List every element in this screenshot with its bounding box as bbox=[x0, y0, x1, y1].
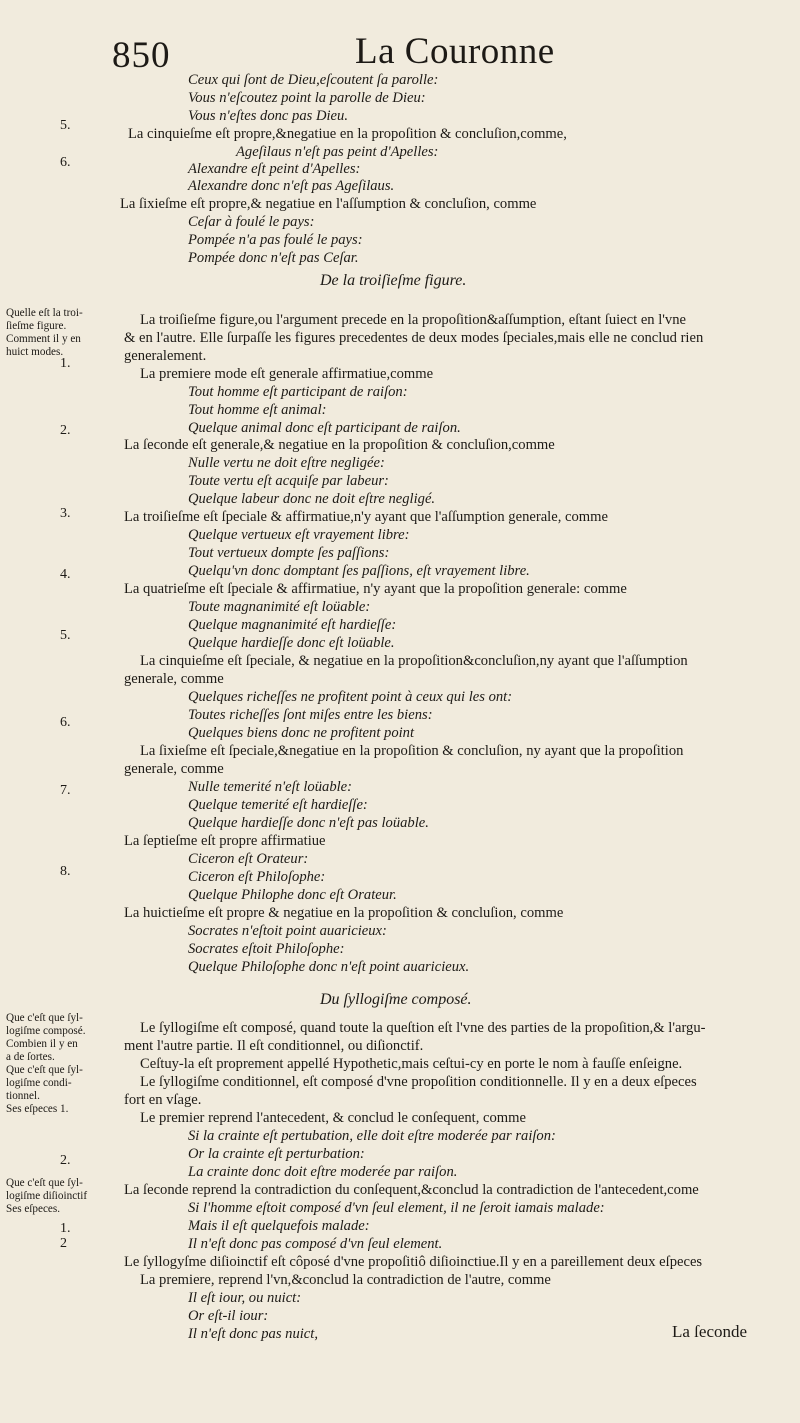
text-line: Nulle vertu ne doit eſtre negligée: bbox=[188, 455, 385, 471]
page-number: 850 bbox=[112, 35, 171, 76]
text-line: La huictieſme eſt propre & negatiue en la propoſition & concluſion, comme bbox=[124, 905, 564, 921]
text-line: La ſeptieſme eſt propre affirmatiue bbox=[124, 833, 326, 849]
text-line: Quelque animal donc eſt participant de raiſon. bbox=[188, 420, 461, 436]
text-line: Le ſyllogiſme eſt composé, quand toute la queſtion eſt l'vne des parties de la propoſition,& l'argu- bbox=[140, 1020, 706, 1036]
text-line: Quelqu'vn donc domptant ſes paſſions, eſt vrayement libre. bbox=[188, 563, 530, 579]
text-line: fort en vſage. bbox=[124, 1092, 202, 1108]
text-line: ment l'autre partie. Il eſt conditionnel, ou diſionctif. bbox=[124, 1038, 424, 1054]
text-line: Ceſar à foulé le pays: bbox=[188, 214, 315, 230]
text-line: La cinquieſme eſt propre,&negatiue en la propoſition & concluſion,comme, bbox=[128, 126, 567, 142]
text-line: Le ſyllogiſme conditionnel, eſt composé d'vne propoſition conditionnelle. Il y en a deux eſpeces bbox=[140, 1074, 697, 1090]
margin-note: Que c'eſt que ſyl- logiſme diſioinctif Ses eſpeces. bbox=[6, 1177, 88, 1215]
enumeration-numeral: 7. bbox=[60, 783, 71, 798]
text-line: Il n'eſt donc pas nuict, bbox=[188, 1326, 318, 1342]
text-line: Il eſt iour, ou nuict: bbox=[188, 1290, 302, 1306]
margin-note: Quelle eſt la troi- ſieſme figure. Comment il y en huict modes. bbox=[6, 307, 83, 358]
text-line: Quelque Philophe donc eſt Orateur. bbox=[188, 887, 397, 903]
text-line: Nulle temerité n'eſt loüable: bbox=[188, 779, 353, 795]
text-line: & en l'autre. Elle ſurpaſſe les figures precedentes de deux modes ſpeciales,mais elle ne conclud rien bbox=[124, 330, 704, 346]
text-line: Ceſtuy-la eſt proprement appellé Hypothetic,mais ceſtui-cy en porte le nom à fauſſe enſeigne. bbox=[140, 1056, 683, 1072]
text-line: La ſeconde eſt generale,& negatiue en la propoſition & concluſion,comme bbox=[124, 437, 555, 453]
text-line: Toutes richeſſes ſont miſes entre les biens: bbox=[188, 707, 433, 723]
section-heading: Du ſyllogiſme composé. bbox=[320, 991, 472, 1008]
catchword: La ſeconde bbox=[672, 1322, 748, 1341]
text-line: Le premier reprend l'antecedent, & conclud le conſequent, comme bbox=[140, 1110, 526, 1126]
enumeration-numeral: 2. bbox=[60, 423, 71, 438]
text-line: Ceux qui ſont de Dieu,eſcoutent ſa parolle: bbox=[188, 72, 439, 88]
text-line: Tout homme eſt participant de raiſon: bbox=[188, 384, 408, 400]
enumeration-numeral: 1. bbox=[60, 1221, 71, 1236]
enumeration-numeral: 1. bbox=[60, 356, 71, 371]
margin-note: Que c'eſt que ſyl- logiſme composé. Combien il y en a de ſortes. Que c'eſt que ſyl- logiſme condi- tionnel. Ses eſpeces 1. bbox=[6, 1012, 86, 1115]
text-line: Mais il eſt quelquefois malade: bbox=[188, 1218, 370, 1234]
enumeration-numeral: 4. bbox=[60, 567, 71, 582]
text-line: Vous n'eſtes donc pas Dieu. bbox=[188, 108, 348, 124]
text-line: Si l'homme eſtoit composé d'vn ſeul element, il ne ſeroit iamais malade: bbox=[188, 1200, 605, 1216]
enumeration-numeral: 6. bbox=[60, 715, 71, 730]
enumeration-numeral: 5. bbox=[60, 118, 71, 133]
text-line: Quelques biens donc ne profitent point bbox=[188, 725, 415, 741]
text-line: Il n'eſt donc pas composé d'vn ſeul element. bbox=[188, 1236, 443, 1252]
text-line: Quelque temerité eſt hardieſſe: bbox=[188, 797, 368, 813]
text-line: Quelque Philoſophe donc n'eſt point auaricieux. bbox=[188, 959, 470, 975]
text-line: Socrates n'eſtoit point auaricieux: bbox=[188, 923, 387, 939]
page-header bbox=[0, 28, 800, 78]
enumeration-numeral: 8. bbox=[60, 864, 71, 879]
text-line: Socrates eſtoit Philoſophe: bbox=[188, 941, 345, 957]
text-line: La ſixieſme eſt ſpeciale,&negatiue en la propoſition & concluſion, ny ayant que la propoſition bbox=[140, 743, 684, 759]
text-line: La cinquieſme eſt ſpeciale, & negatiue en la propoſition&concluſion,ny ayant que l'aſſumption bbox=[140, 653, 688, 669]
enumeration-numeral: 2. bbox=[60, 1153, 71, 1168]
text-line: Alexandre eſt peint d'Apelles: bbox=[188, 161, 361, 177]
text-line: La crainte donc doit eſtre moderée par raiſon. bbox=[188, 1164, 458, 1180]
text-line: Si la crainte eſt pertubation, elle doit eſtre moderée par raiſon: bbox=[188, 1128, 556, 1144]
text-line: La troiſieſme eſt ſpeciale & affirmatiue,n'y ayant que l'aſſumption generale, comme bbox=[124, 509, 608, 525]
text-line: La ſeconde reprend la contradiction du conſequent,&conclud la contradiction de l'antecedent,come bbox=[124, 1182, 699, 1198]
text-line: Or la crainte eſt perturbation: bbox=[188, 1146, 365, 1162]
text-line: Alexandre donc n'eſt pas Ageſilaus. bbox=[188, 178, 395, 194]
text-line: Ciceron eſt Philoſophe: bbox=[188, 869, 326, 885]
text-line: Toute vertu eſt acquiſe par labeur: bbox=[188, 473, 389, 489]
text-line: Quelque hardieſſe donc eſt loüable. bbox=[188, 635, 395, 651]
text-line: Tout vertueux dompte ſes paſſions: bbox=[188, 545, 390, 561]
text-line: Toute magnanimité eſt loüable: bbox=[188, 599, 371, 615]
text-line: Vous n'eſcoutez point la parolle de Dieu: bbox=[188, 90, 426, 106]
text-line: generale, comme bbox=[124, 671, 224, 687]
text-line: Ageſilaus n'eſt pas peint d'Apelles: bbox=[236, 144, 439, 160]
text-line: Ciceron eſt Orateur: bbox=[188, 851, 309, 867]
text-line: Or eſt-il iour: bbox=[188, 1308, 269, 1324]
enumeration-numeral: 3. bbox=[60, 506, 71, 521]
enumeration-numeral: 5. bbox=[60, 628, 71, 643]
text-line: generale, comme bbox=[124, 761, 224, 777]
text-line: Pompée donc n'eſt pas Ceſar. bbox=[188, 250, 359, 266]
text-line: La troiſieſme figure,ou l'argument precede en la propoſition&aſſumption, eſtant ſuiect en l'vne bbox=[140, 312, 687, 328]
text-line: Quelques richeſſes ne profitent point à ceux qui les ont: bbox=[188, 689, 513, 705]
text-line: Tout homme eſt animal: bbox=[188, 402, 327, 418]
text-line: Quelque labeur donc ne doit eſtre negligé. bbox=[188, 491, 436, 507]
text-line: La ſixieſme eſt propre,& negatiue en l'aſſumption & concluſion, comme bbox=[120, 196, 537, 212]
text-line: La quatrieſme eſt ſpeciale & affirmatiue, n'y ayant que la propoſition generale: comme bbox=[124, 581, 627, 597]
text-line: Quelque magnanimité eſt hardieſſe: bbox=[188, 617, 397, 633]
text-line: Quelque hardieſſe donc n'eſt pas loüable. bbox=[188, 815, 429, 831]
text-line: generalement. bbox=[124, 348, 207, 364]
text-line: La premiere, reprend l'vn,&conclud la contradiction de l'autre, comme bbox=[140, 1272, 551, 1288]
section-heading: De la troiſieſme figure. bbox=[320, 272, 467, 289]
enumeration-numeral: 2 bbox=[60, 1236, 67, 1251]
text-line: La premiere mode eſt generale affirmatiue,comme bbox=[140, 366, 434, 382]
text-line: Le ſyllogyſme diſioinctif eſt côposé d'vne propoſitiô diſioinctiue.Il y en a pareillement deux eſpeces bbox=[124, 1254, 703, 1270]
running-title: La Couronne bbox=[355, 31, 555, 72]
text-line: Quelque vertueux eſt vrayement libre: bbox=[188, 527, 410, 543]
enumeration-numeral: 6. bbox=[60, 155, 71, 170]
text-line: Pompée n'a pas foulé le pays: bbox=[188, 232, 363, 248]
